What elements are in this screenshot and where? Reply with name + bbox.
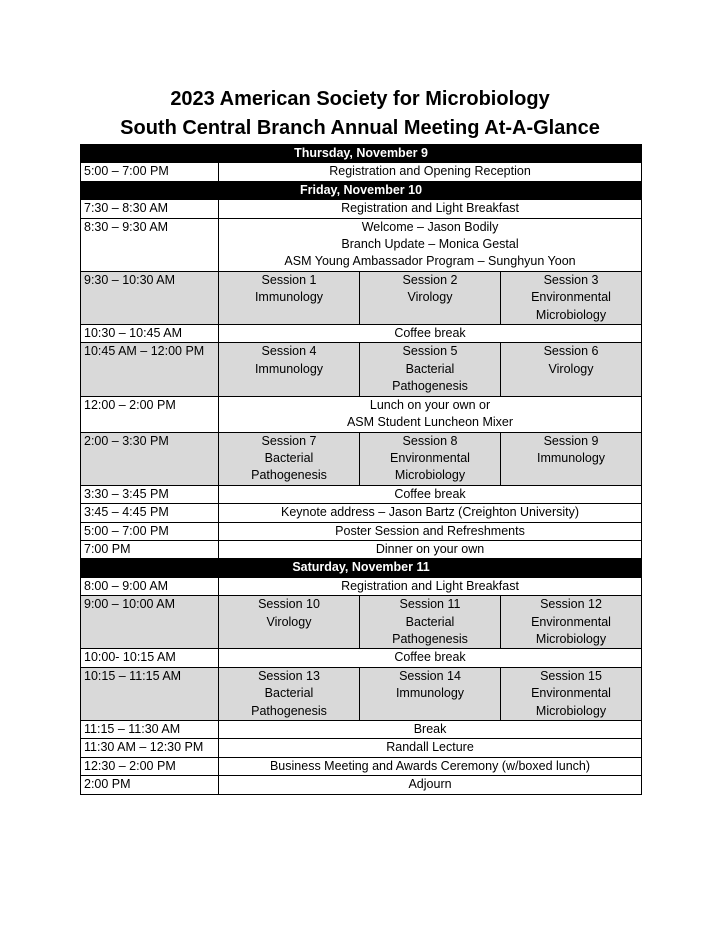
session-cell [501,432,642,485]
event-line: Dinner on your own [375,541,485,556]
session-line: Session 1 [261,272,317,287]
time-cell: 9:00 – 10:00 AM [81,596,219,649]
session-line: Bacterial [405,361,455,376]
session-line: Environmental [390,450,470,465]
session-line: Session 4 [261,344,317,359]
event-cell [219,739,642,757]
time-cell: 10:00- 10:15 AM [81,649,219,667]
schedule-row [81,739,642,757]
session-line: Session 10 [258,597,320,612]
session-line: Session 3 [543,272,599,287]
day-header: Thursday, November 9 [81,145,642,163]
session-cell [219,271,360,324]
event-cell [219,721,642,739]
event-cell [219,577,642,595]
event-line: Registration and Opening Reception [329,164,531,179]
time-cell: 10:45 AM – 12:00 PM [81,343,219,396]
event-cell [219,757,642,775]
time-cell: 7:00 PM [81,540,219,558]
session-line: Environmental [531,290,611,305]
schedule-row [81,776,642,794]
event-cell [219,485,642,503]
event-line: Welcome – Jason Bodily [361,219,499,234]
session-line: Session 12 [540,597,602,612]
session-line: Immunology [254,290,324,305]
session-line: Environmental [531,686,611,701]
page-title: 2023 American Society for Microbiology [170,88,550,110]
session-line: Session 6 [543,344,599,359]
session-line: Pathogenesis [251,468,327,483]
session-line: Session 11 [399,597,461,612]
schedule-row [81,522,642,540]
session-line: Virology [548,361,594,376]
schedule-row [81,596,642,649]
event-cell [219,163,642,181]
session-cell [501,343,642,396]
event-cell [219,200,642,218]
schedule-row [81,200,642,218]
event-line: Business Meeting and Awards Ceremony (w/boxed lunch) [269,758,591,773]
session-line: Session 15 [540,668,602,683]
event-line: Poster Session and Refreshments [335,523,525,538]
session-line: Virology [266,614,312,629]
day-header: Saturday, November 11 [81,559,642,577]
schedule-table [80,144,642,795]
session-line: Immunology [536,450,606,465]
time-cell: 12:30 – 2:00 PM [81,757,219,775]
schedule-row [81,432,642,485]
session-cell [360,596,501,649]
time-cell: 2:00 PM [81,776,219,794]
schedule-row [81,271,642,324]
session-line: Session 13 [258,668,320,683]
session-cell [219,596,360,649]
schedule-row [81,396,642,432]
event-cell [219,396,642,432]
session-line: Pathogenesis [392,379,468,394]
event-cell [219,504,642,522]
schedule-row [81,577,642,595]
event-line: ASM Student Luncheon Mixer [346,415,514,430]
event-cell [219,325,642,343]
time-cell: 10:15 – 11:15 AM [81,667,219,720]
event-line: Keynote address – Jason Bartz (Creighton University) [280,505,580,520]
time-cell: 9:30 – 10:30 AM [81,271,219,324]
event-cell [219,649,642,667]
time-cell: 8:00 – 9:00 AM [81,577,219,595]
event-cell [219,522,642,540]
time-cell: 3:45 – 4:45 PM [81,504,219,522]
time-cell: 5:00 – 7:00 PM [81,522,219,540]
time-cell: 7:30 – 8:30 AM [81,200,219,218]
time-cell: 3:30 – 3:45 PM [81,485,219,503]
event-line: Adjourn [408,777,452,792]
schedule-row [81,504,642,522]
event-line: Randall Lecture [386,740,474,755]
schedule-row [81,343,642,396]
session-line: Immunology [254,361,324,376]
session-cell [360,343,501,396]
event-line: Coffee break [394,486,466,501]
day-header-row [81,559,642,577]
session-line: Environmental [531,614,611,629]
session-cell [360,271,501,324]
schedule-row [81,757,642,775]
session-line: Session 2 [402,272,458,287]
session-line: Microbiology [535,631,607,646]
schedule-row [81,649,642,667]
schedule-row [81,721,642,739]
event-line: Registration and Light Breakfast [341,201,519,216]
session-line: Session 5 [402,344,458,359]
session-cell [219,432,360,485]
session-line: Microbiology [535,307,607,322]
session-cell [360,667,501,720]
event-line: Registration and Light Breakfast [341,578,519,593]
session-line: Pathogenesis [251,703,327,718]
session-line: Bacterial [264,450,314,465]
time-cell: 10:30 – 10:45 AM [81,325,219,343]
event-line: ASM Young Ambassador Program – Sunghyun Yoon [284,254,576,269]
session-line: Virology [407,290,453,305]
session-line: Session 7 [261,433,317,448]
time-cell: 11:30 AM – 12:30 PM [81,739,219,757]
schedule-row [81,218,642,271]
event-line: Coffee break [394,326,466,341]
session-line: Pathogenesis [392,631,468,646]
event-line: Branch Update – Monica Gestal [341,237,519,252]
session-line: Bacterial [405,614,455,629]
schedule-row [81,325,642,343]
session-cell [501,596,642,649]
session-line: Session 8 [402,433,458,448]
event-cell [219,540,642,558]
event-cell [219,218,642,271]
time-cell: 5:00 – 7:00 PM [81,163,219,181]
session-line: Session 14 [399,668,461,683]
time-cell: 2:00 – 3:30 PM [81,432,219,485]
session-cell [360,432,501,485]
time-cell: 12:00 – 2:00 PM [81,396,219,432]
session-cell [219,667,360,720]
day-header: Friday, November 10 [81,181,642,199]
schedule-row [81,485,642,503]
event-line: Break [413,722,447,736]
session-line: Bacterial [264,686,314,701]
session-cell [501,271,642,324]
event-line: Coffee break [394,650,466,665]
time-cell: 11:15 – 11:30 AM [81,721,219,739]
session-line: Immunology [395,686,465,701]
time-cell: 8:30 – 9:30 AM [81,218,219,271]
event-cell [219,776,642,794]
day-header-row [81,145,642,163]
session-cell [501,667,642,720]
event-line: Lunch on your own or [369,397,491,412]
session-cell [219,343,360,396]
schedule-row [81,540,642,558]
schedule-row [81,667,642,720]
day-header-row [81,181,642,199]
schedule-row [81,163,642,181]
session-line: Microbiology [394,468,466,483]
session-line: Microbiology [535,703,607,718]
session-line: Session 9 [543,433,599,448]
page-subtitle: South Central Branch Annual Meeting At-A-Glance [120,117,600,139]
